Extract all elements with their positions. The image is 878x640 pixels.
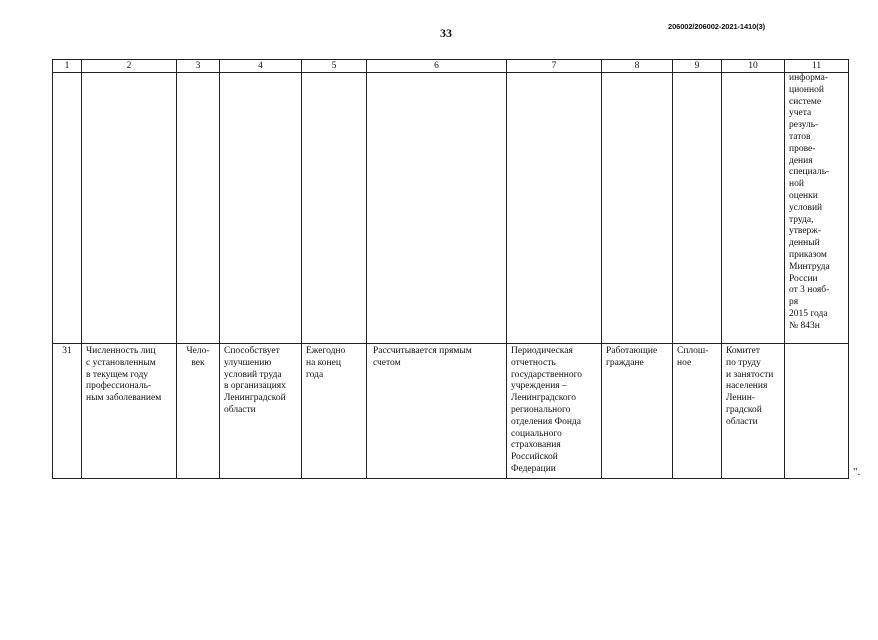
table-row bbox=[53, 344, 849, 479]
column-header: 1 bbox=[53, 60, 82, 73]
page-number: 33 bbox=[440, 26, 452, 40]
table-cell bbox=[785, 344, 849, 479]
column-header: 9 bbox=[673, 60, 722, 73]
column-header: 6 bbox=[367, 60, 507, 73]
table-cell: Ежегодно на конец года bbox=[302, 344, 367, 479]
table-cell bbox=[507, 73, 602, 344]
table-cell bbox=[302, 73, 367, 344]
table-cell bbox=[177, 73, 220, 344]
column-number-row bbox=[53, 60, 849, 73]
table-cell: Способствует улучшению условий труда в организациях Ленинградской области bbox=[220, 344, 302, 479]
table-cell: Численность лиц с установленным в текущем году профессиональ- ным заболеванием bbox=[82, 344, 177, 479]
table-cell: Работающие граждане bbox=[602, 344, 673, 479]
column-header: 8 bbox=[602, 60, 673, 73]
table-cell: Периодическая отчетность государственного учреждения – Ленинградского регионального отделения Фонда социального страхования Российской Федерации bbox=[507, 344, 602, 479]
table-cell bbox=[367, 73, 507, 344]
table-cell bbox=[673, 73, 722, 344]
column-header: 10 bbox=[722, 60, 785, 73]
table-cell bbox=[82, 73, 177, 344]
table-cell: Комитет по труду и занятости населения Ленин- градской области bbox=[722, 344, 785, 479]
column-header: 5 bbox=[302, 60, 367, 73]
document-code: 206002/206002-2021-1410(3) bbox=[668, 22, 766, 31]
column-header: 3 bbox=[177, 60, 220, 73]
column-header: 2 bbox=[82, 60, 177, 73]
indicators-table bbox=[52, 59, 849, 479]
row-number-cell: 31 bbox=[53, 344, 82, 479]
table-cell: Рассчитывается прямым счетом bbox=[367, 344, 507, 479]
table-cell: Сплош- ное bbox=[673, 344, 722, 479]
closing-quote-mark: ". bbox=[853, 466, 861, 478]
column-header: 4 bbox=[220, 60, 302, 73]
table-row bbox=[53, 73, 849, 344]
column-header: 7 bbox=[507, 60, 602, 73]
table-cell bbox=[220, 73, 302, 344]
table-cell bbox=[53, 73, 82, 344]
table-cell bbox=[722, 73, 785, 344]
column-header: 11 bbox=[785, 60, 849, 73]
table-cell bbox=[602, 73, 673, 344]
table-cell: Чело- век bbox=[177, 344, 220, 479]
table-cell: информа- ционной системе учета резуль- татов прове- дения специаль- ной оценки условий труда, утверж- денный приказом Минтруда России от 3 нояб- ря 2015 года № 843н bbox=[785, 73, 849, 344]
